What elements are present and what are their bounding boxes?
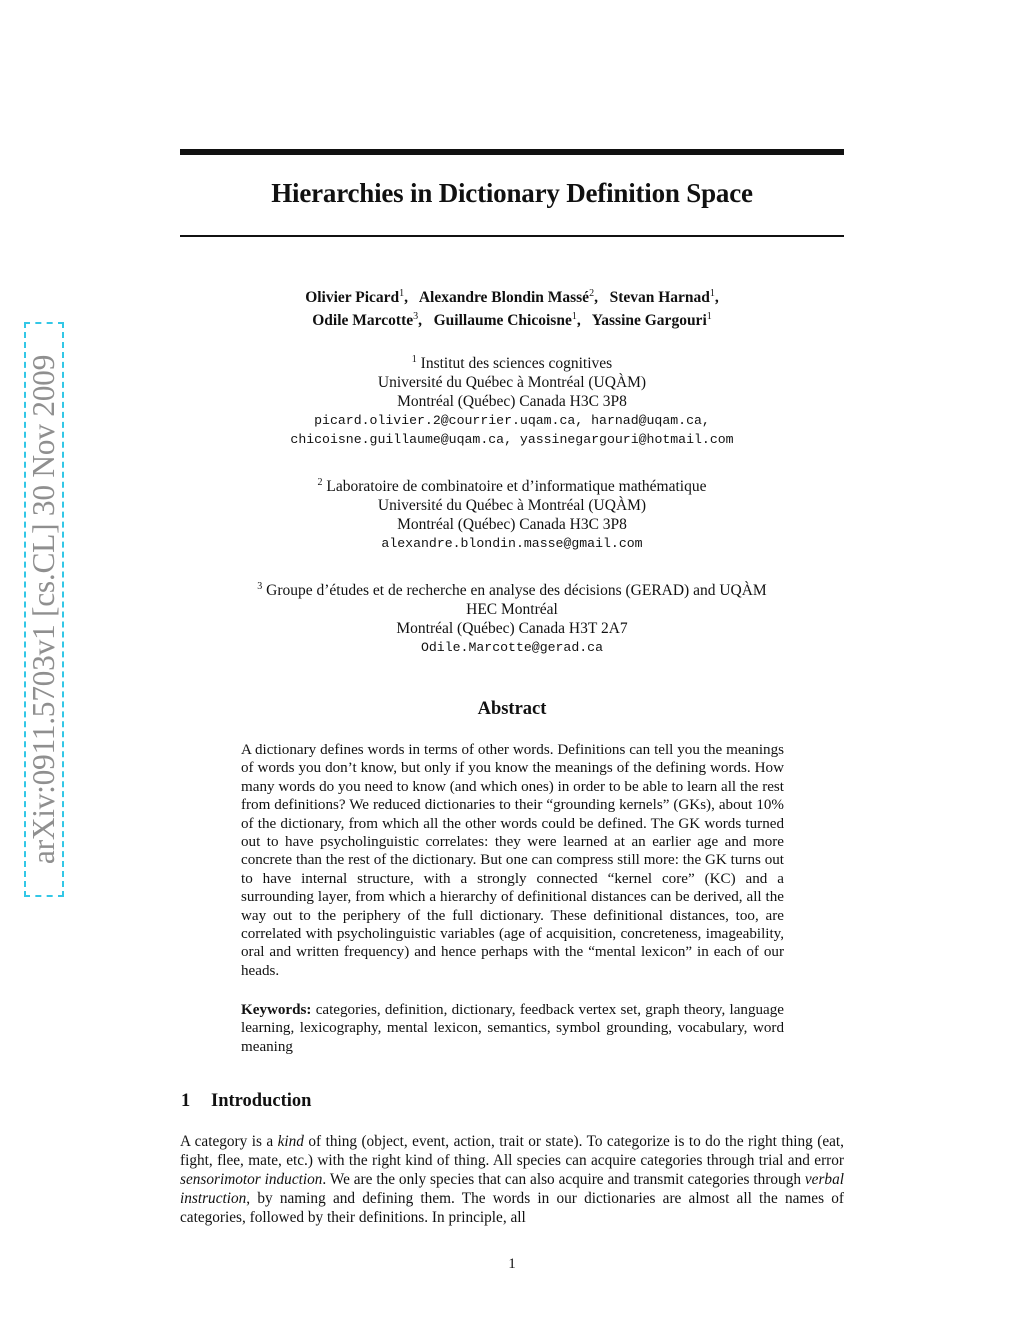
author-line-1: Olivier Picard$^1$, Alexandre Blondin Massé$^2$, Stevan Harnad$^1$,: [305, 288, 719, 307]
affiliation-institution: Groupe d’études et de recherche en analyse des décisions (GERAD) and UQÀM: [266, 582, 767, 600]
intro-text: . We are the only species that can also acquire and transmit categories through: [322, 1171, 805, 1188]
arxiv-stamp: [24, 322, 64, 897]
affiliation-institution: Laboratoire de combinatoire et d’informatique mathématique: [326, 478, 707, 496]
affiliation-1: [180, 350, 844, 449]
author-affiliation-sup: 3: [413, 311, 419, 323]
author-affiliation-sup: 2: [589, 288, 595, 299]
affiliation-number: 1: [411, 354, 417, 365]
author-affiliation-sup: 1: [709, 288, 715, 299]
affiliation-email: chicoisne.guillaume@uqam.ca, yassinegargouri@hotmail.com: [290, 432, 734, 448]
affiliation-school: HEC Montréal: [466, 601, 558, 619]
affiliation-email: Odile.Marcotte@gerad.ca: [420, 640, 604, 656]
title-bottom-rule: [180, 235, 844, 237]
author-name: Alexandre Blondin Massé: [418, 289, 590, 307]
introduction-paragraph: [180, 1132, 844, 1227]
author-affiliation-sup: 1: [571, 311, 577, 323]
author-name: Odile Marcotte: [312, 312, 414, 330]
intro-emphasis: kind: [277, 1133, 304, 1150]
intro-emphasis: sensorimotor induction: [180, 1171, 323, 1188]
paper-title: Hierarchies in Dictionary Definition Space: [271, 178, 753, 208]
affiliation-2: [180, 473, 844, 553]
section-title: Introduction: [211, 1091, 312, 1111]
abstract-body: A dictionary defines words in terms of other words. Definitions can tell you the meanings of words you don’t know, but only if you know the meanings of the defining words. How many words do you need to know (and which ones) in order to be able to learn all the rest from definitions? We reduced dictionaries to their “grounding kernels” (GKs), about 10% of the dictionary, from which all the other words could be defined. The GK words turned out to have psycholinguistic correlates: they were learned at an earlier age and more concrete than the rest of the dictionary. But one can compress still more: the GK turns out to have internal structure, with a strongly connected “kernel core” (KC) and a surrounding layer, from which a hierarchy of definitional distances can be derived, all the way out to the periphery of the full dictionary. These definitional distances, too, are correlated with psycholinguistic variables (age of acquisition, concreteness, imageability, oral and written frequency) and hence perhaps with the “mental lexicon” in each of our heads.: [241, 742, 784, 979]
affiliation-address: Montréal (Québec) Canada H3T 2A7: [396, 620, 628, 638]
keywords: [241, 1001, 784, 1056]
affiliation-number: 2: [317, 477, 323, 488]
intro-emphasis: verbal instruction: [180, 1171, 844, 1207]
intro-text: of thing (object, event, action, trait or state). To categorize is to do the right thing (eat, fight, flee, mate, etc.) with the right kind of thing. All species can acquire categories through trial and error: [180, 1133, 845, 1169]
intro-text: , by naming and defining them. The words in our dictionaries are almost all the names of categories, followed by their definitions. In principle, all: [180, 1190, 844, 1226]
affiliation-address: Montréal (Québec) Canada H3C 3P8: [397, 393, 627, 411]
affiliation-university: Université du Québec à Montréal (UQÀM): [377, 497, 647, 515]
author-affiliation-sup: 1: [399, 288, 405, 299]
arxiv-stamp-text: arXiv:0911.5703v1 [cs.CL] 30 Nov 2009: [26, 354, 61, 865]
affiliation-email: picard.olivier.2@courrier.uqam.ca, harnad@uqam.ca,: [314, 413, 710, 429]
author-name: Yassine Gargouri: [591, 312, 707, 330]
keywords-label: Keywords:: [241, 1002, 312, 1018]
author-name: Stevan Harnad: [609, 289, 710, 307]
affiliation-3: [180, 577, 844, 657]
affiliation-university: Université du Québec à Montréal (UQÀM): [377, 374, 647, 392]
keywords-text: categories, definition, dictionary, feedback vertex set, graph theory, language learning, lexicography, mental lexicon, semantics, symbol grounding, vocabulary, word meaning: [241, 1002, 784, 1055]
section-heading: [181, 1091, 311, 1112]
affiliation-institution: Institut des sciences cognitives: [420, 355, 613, 373]
author-name: Olivier Picard: [305, 289, 400, 307]
affiliation-email: alexandre.blondin.masse@gmail.com: [381, 536, 643, 552]
author-line-2: Odile Marcotte$^3$, Guillaume Chicoisne$^1$, Yassine Gargouri$^1$: [312, 311, 712, 330]
author-list: [180, 284, 844, 330]
author-affiliation-sup: 1: [706, 311, 712, 323]
page-number: 1: [508, 1256, 516, 1272]
intro-text: A category is a: [180, 1133, 278, 1150]
affiliation-number: 3: [257, 581, 263, 592]
section-number: 1: [181, 1091, 191, 1111]
title-top-rule: [180, 149, 844, 155]
author-name: Guillaume Chicoisne: [433, 312, 572, 330]
affiliation-address: Montréal (Québec) Canada H3C 3P8: [397, 516, 627, 534]
abstract-heading: Abstract: [477, 699, 547, 719]
